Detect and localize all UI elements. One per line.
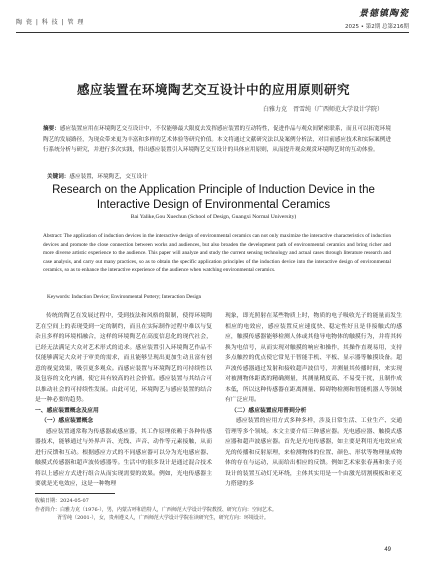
subsection-heading-1-2: （二）感应装置应用普到分析 (231, 407, 307, 414)
english-abstract-text: The application of induction devices in the interactive design of environmental ceramics can not only maximize the interactive characteristics of induction devices and promote the close connection between works and audiences, but also broaden the development path of environmental ceramics and bring richer and more diverse artistic experience to the audience. This paper will analyze and study the current sensing technology and actual cases through literature research and case analysis, and carry out many practices, so as to obtain the specific application principles of the induction device into the interactive design of environmental ceramics, so as to enhance the interactive experience of the audience when watching environmental ceramics. (43, 233, 391, 274)
body-column-right (225, 311, 402, 490)
section-heading-1: 一、感应装置概念及应用 (35, 407, 99, 414)
english-abstract-label: Abstract: (43, 233, 63, 239)
chinese-abstract-text: 感应装置应用在环境陶艺交互设计中，不仅能够最大限度去发挥感应装置的互动特性，促进作品与观众间紧密联系，而且可以拓宽环境陶艺的发展路径，为现众带来更为丰富和多样的艺术体验等研究价值。本文将通过文献研究法以及案例分析法，对目前感应技术和实际案例进行系统分析与研究，并进行多次实践，得出感应装置引入环境陶艺交互设计的具体应用原则，从而提升观众观赏环境陶艺时的互动体验。 (43, 126, 391, 153)
english-keywords-label: Keywords: (47, 294, 71, 300)
english-abstract (43, 232, 391, 275)
journal-logo: 景德镇陶瓷 (358, 9, 409, 19)
chinese-keywords (47, 172, 148, 180)
footnote-rule (35, 493, 115, 494)
body-paragraph-1: 感应装置通常称为传感器或感应器，其工作原理依赖于各种传感器技术，能够通过与外界声音、光线、声音、动作等元素接触，从而进行反馈和互动。根据感应方式的不同感应器可以分为光电感应器、触摸式传感器和超声波传感器等。生活中的很多设计是通过混合技术将以上感应方式进行组合从而实现需要的效果。例如，光电传感器主要就是光电效应，这是一种物理 (35, 428, 212, 487)
footnote-received: 收稿日期：2024-05-07 (35, 498, 89, 504)
intro-paragraph: 传统的陶艺在发展过程中，受到技法和风格的限制，使得环境陶艺在空间上的表现受到一定的制约，而且在实际制作过程中难以与复杂且多样的环境相融合，这样的环境陶艺在高度信息化的现代社会，已经无法满足大众对艺术形式的追求。感应装置引入环境陶艺作品不仅能够满足大众对于审美的需求，而且能够呈现出更加生动且富有创意的视觉效果，吸引更多观众。而感应装置与环境陶艺的可持续性以及包容的文化内涵，使它具有较高的社会价值。感应装置与其结合可以推动社会的可持续性发展。由此可见，环境陶艺与感应装置的结合是一种必要的趋势。 (35, 313, 212, 403)
chinese-keywords-text: 感应装置，环境陶艺，交互设计 (69, 174, 148, 180)
body-paragraph-2: 现象，即光照射在某些物质上时，物质的电子吸收光子的能量而发生相应的电效应，感应装置反应速度快、稳定性好且是非接触式的感应，触摸传感器能够检测人体或其他导电物体的触摸行为，并将其转换为电信号，从而实现对触摸的响应和操作，其操作直观易用，支持多点触控的优点使它常见于智能手机、平板、显示器等触摸设备。超声波传感器通过发射和接收超声波信号，并测量其传播时间，来实现对被测物体距离的精确测量，其测量精度高、不易受干扰，且制作成本低，所以这种传感器在距离测量、障碍物检测和智能机器人等领域有广泛应用。 (225, 313, 402, 403)
header-rule (16, 32, 409, 33)
issue-info: 2025 • 第2期 总第216期 (345, 24, 409, 30)
page-number: 49 (384, 547, 391, 553)
chinese-abstract-label: 摘要： (43, 126, 60, 132)
footnotes (35, 497, 391, 523)
chinese-keywords-label: 关键词： (47, 174, 70, 180)
chinese-title: 感应装置在环境陶艺交互设计中的应用原则研究 (76, 82, 350, 97)
body-paragraph-3: 感应装置的应用方式多种多样，涉及日常生活、工业生产、交通管理等多个领域。本文主要介绍三种感应器。光电感应器、触摸式感应器和超声波感应器。首先是光电传感器，如主要是利用光电效应成光的传播和反射原理，来检测物体的位置、颜色、形状等物理量成物体的存在与运动，从而给出相应的反馈。例如艺术家张春燕和张子亮设计的装置互动灯光环绕，主体其实用是一个由激光切割模板和亚克力搭建的多 (225, 418, 402, 487)
english-authors: Bai Yalike,Gou Xuechun (School of Design, Guangxi Normal University) (130, 214, 297, 220)
subsection-heading-1-1: （一）感应装置概念 (41, 418, 94, 424)
english-keywords-text: Induction Device; Environmental Pottery; Interaction Design (71, 294, 202, 300)
footnote-author-info: 作者简介：白雅力克（1976-），男，内蒙古呼和浩特人，广西师范大学设计学院教授、研究方向：空间艺术。 (35, 506, 277, 513)
journal-masthead (345, 6, 409, 30)
chinese-authors: 白雅力克 胥雪纯（广西师范大学设计学院） (262, 106, 383, 113)
english-title (0, 183, 427, 213)
footnote-author-info-2: 胥雪纯（2001-），女，贵州遵义人，广西师范大学设计学院在读研究生，研究方向：环境设计。 (57, 515, 269, 521)
chinese-abstract (43, 124, 391, 156)
english-title-line2: Interactive Design of Environmental Ceramics (96, 199, 331, 211)
journal-section-header: 陶 瓷 | 科 技 | 管 理 (16, 19, 85, 26)
english-keywords (47, 294, 201, 300)
english-title-line1: Research on the Application Principle of Induction Device in the (52, 184, 375, 196)
body-column-left (35, 311, 212, 490)
